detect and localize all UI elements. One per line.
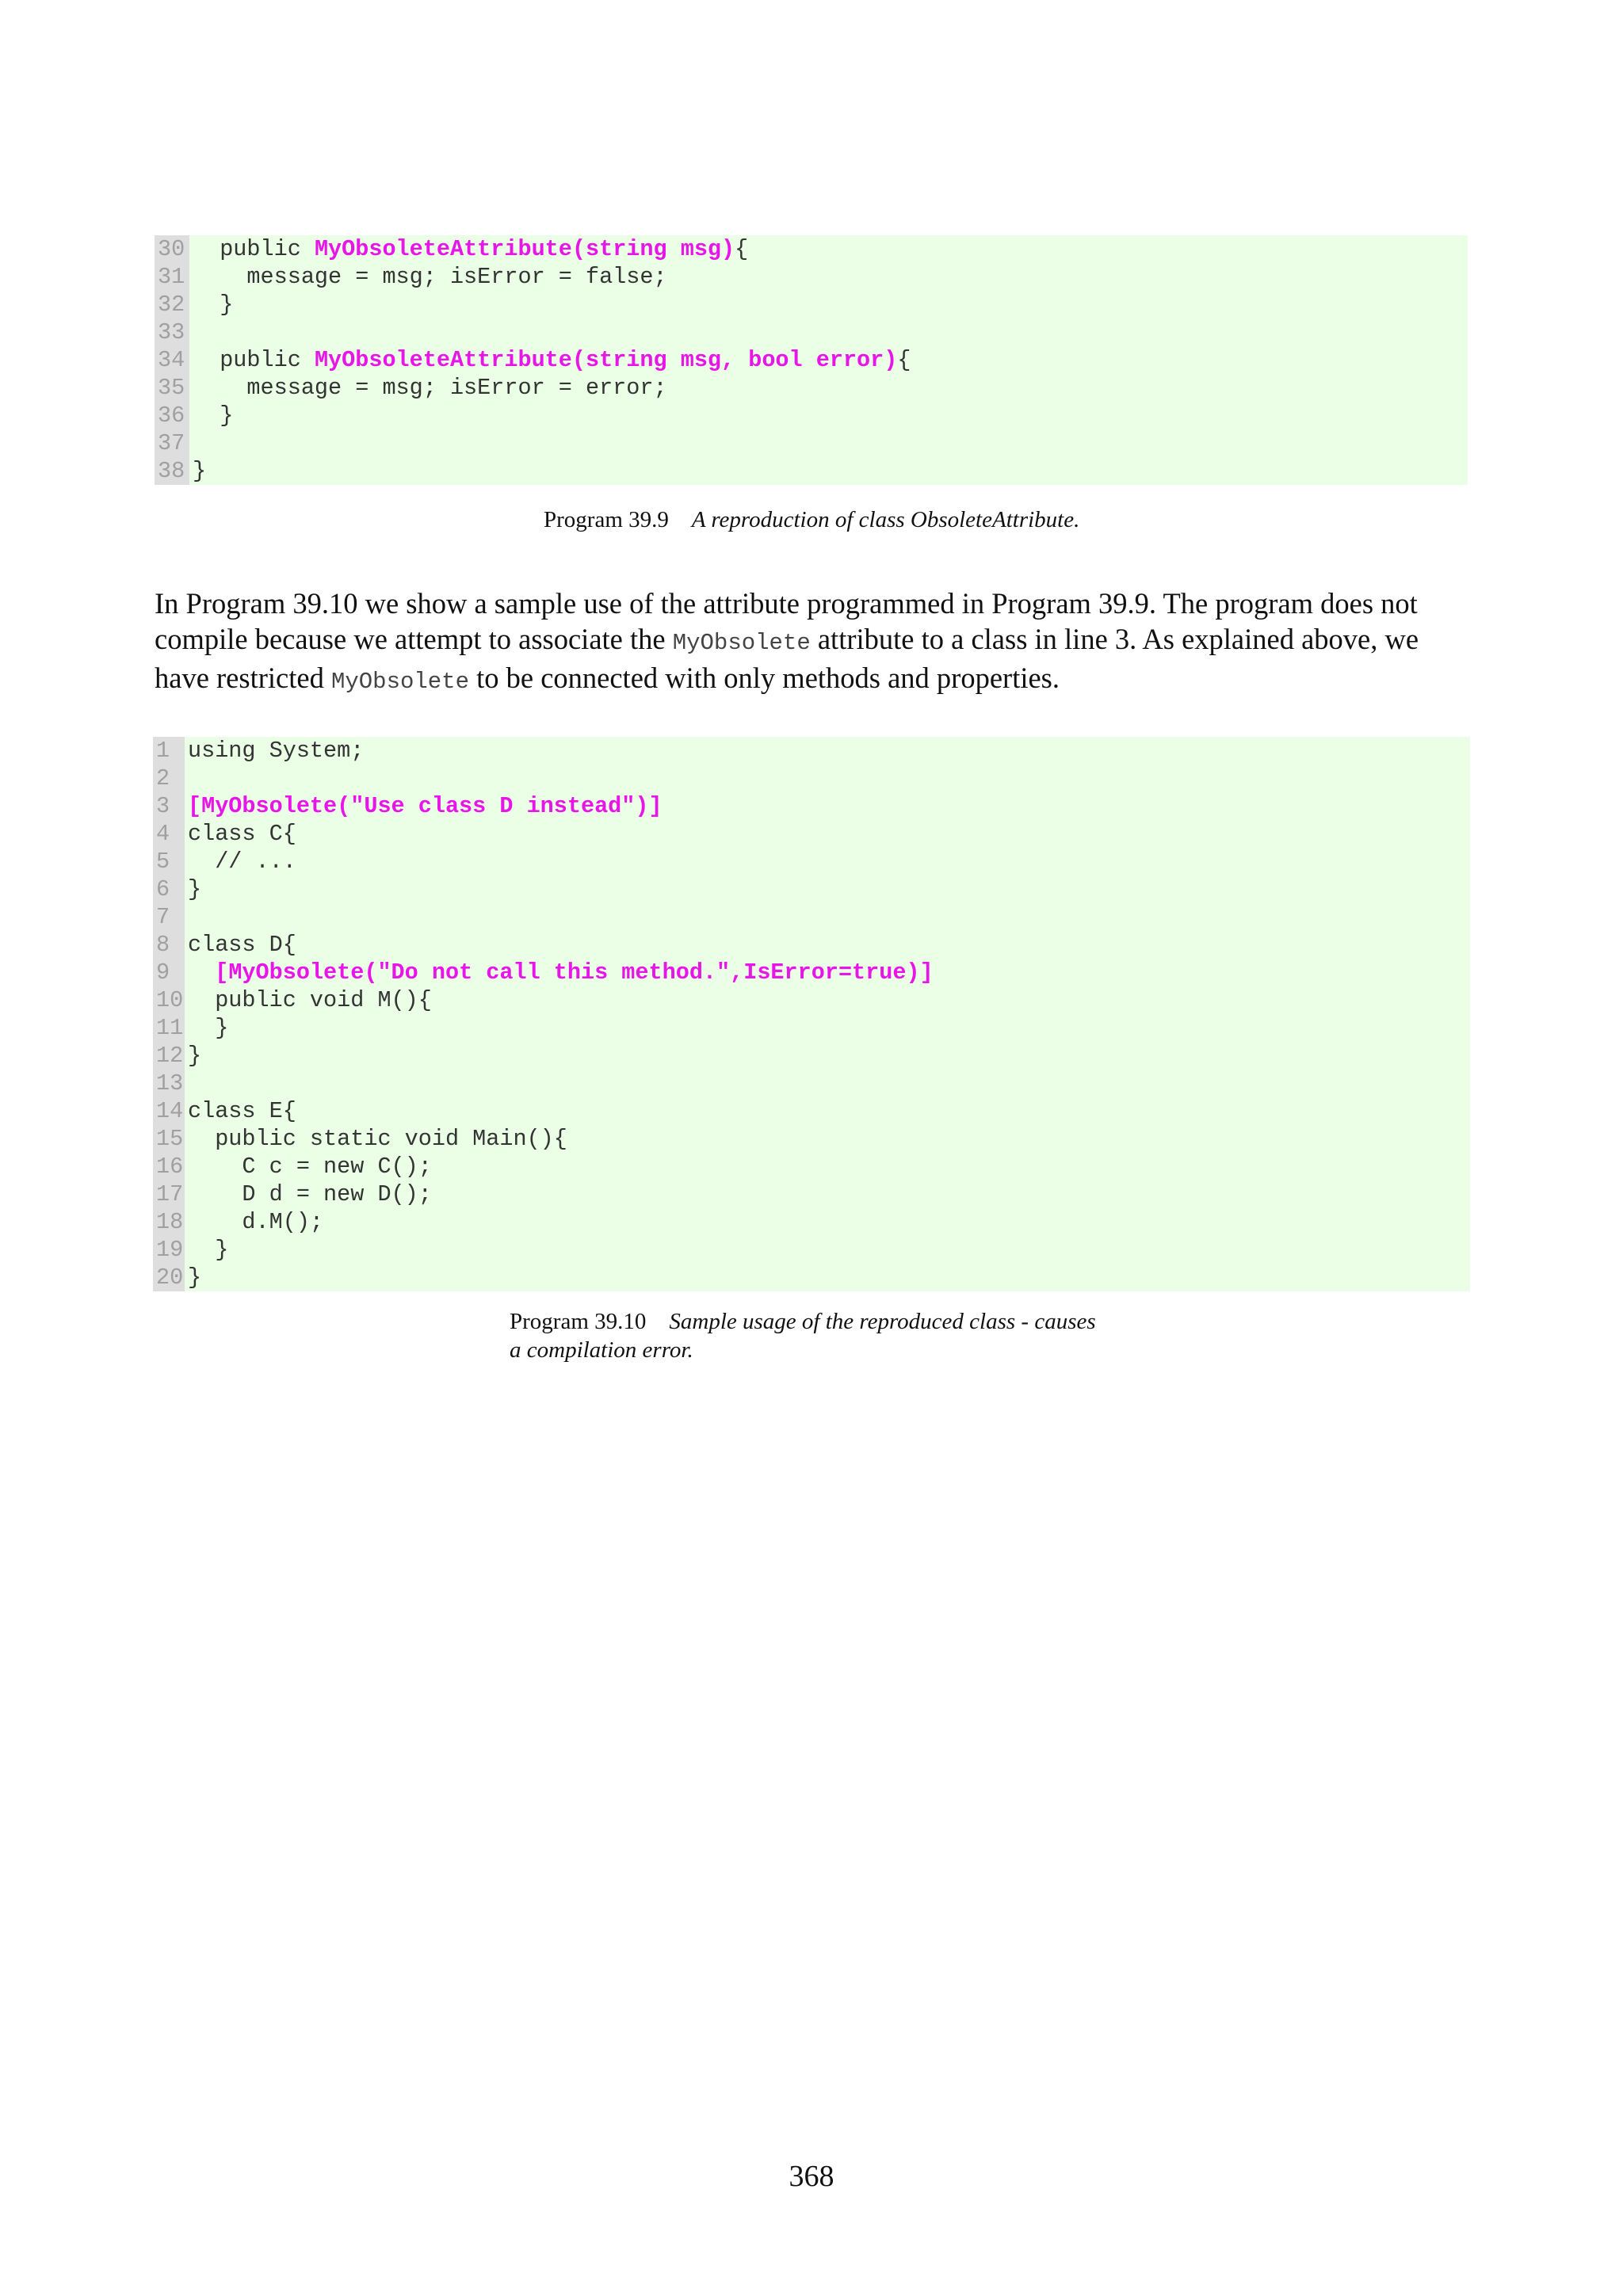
paragraph-text-1: In Program 39.10 we show a sample use of the attribute programmed in Program 39.9. The program does not compile because we attempt to associate the [155, 587, 1418, 655]
code-segment: } [188, 1043, 202, 1069]
code-segment: } [193, 402, 234, 429]
code-line [153, 931, 1470, 959]
caption-number: Program 39.9 [544, 507, 669, 532]
code-line [153, 1264, 1470, 1291]
code-line [153, 986, 1470, 1014]
code-segment: public [193, 236, 315, 262]
code-line [153, 1125, 1470, 1153]
code-highlight: [MyObsolete("Do not call this method.",IsError=true)] [215, 959, 934, 986]
code-line [153, 1070, 1470, 1097]
code-highlight: MyObsoleteAttribute(string msg) [314, 236, 735, 262]
code-text [189, 235, 748, 263]
code-text [185, 959, 934, 986]
code-line [153, 1208, 1470, 1236]
page-number: 368 [789, 2160, 834, 2193]
code-line [153, 1180, 1470, 1208]
code-text [189, 263, 667, 291]
code-line [153, 737, 1470, 765]
code-segment: } [193, 292, 234, 318]
code-line [155, 263, 1468, 291]
code-text [185, 820, 296, 848]
code-text [185, 737, 364, 765]
caption-description: A reproduction of class ObsoleteAttribute. [691, 507, 1080, 532]
line-number: 35 [155, 374, 189, 402]
line-number: 8 [153, 931, 185, 959]
caption-description-line-2: a compilation error. [510, 1337, 693, 1363]
line-number: 20 [153, 1264, 185, 1291]
code-line [153, 1097, 1470, 1125]
code-line [153, 1153, 1470, 1180]
code-text [185, 1014, 228, 1042]
inline-code-myobsolete: MyObsolete [672, 629, 811, 656]
code-text [185, 1125, 567, 1153]
code-line [155, 457, 1468, 485]
caption-description-line-1: Sample usage of the reproduced class - causes [669, 1309, 1096, 1334]
code-text [185, 1236, 228, 1264]
code-segment: message = msg; isError = false; [193, 264, 667, 290]
code-text [185, 986, 432, 1014]
line-number: 14 [153, 1097, 185, 1125]
code-line [153, 1042, 1470, 1070]
line-number: 2 [153, 765, 185, 792]
caption-program-39-9 [544, 505, 1079, 534]
line-number: 30 [155, 235, 189, 263]
code-text [185, 903, 188, 931]
code-segment: C c = new C(); [188, 1154, 432, 1180]
caption-number: Program 39.10 [510, 1309, 647, 1334]
code-segment: { [897, 347, 911, 373]
line-number: 9 [153, 959, 185, 986]
code-line [155, 318, 1468, 346]
code-segment [188, 959, 215, 986]
paragraph-text-2: attribute to a class in line 3. As explained above, we have restricted [155, 622, 1419, 694]
line-number: 4 [153, 820, 185, 848]
code-listing-program-39-10 [153, 737, 1470, 1291]
paragraph-text-3: to be connected with only methods and properties. [468, 662, 1060, 694]
code-text [189, 429, 193, 457]
caption-program-39-10 [510, 1307, 1096, 1364]
code-text [185, 1153, 432, 1180]
code-segment: class C{ [188, 821, 296, 847]
code-highlight: [MyObsolete("Use class D instead")] [188, 793, 663, 819]
code-segment: D d = new D(); [188, 1181, 432, 1207]
code-text [189, 374, 667, 402]
code-line [153, 903, 1470, 931]
line-number: 38 [155, 457, 189, 485]
code-line [155, 235, 1468, 263]
code-text [189, 346, 911, 374]
code-segment: public [193, 347, 315, 373]
line-number: 5 [153, 848, 185, 875]
line-number: 15 [153, 1125, 185, 1153]
code-segment: class D{ [188, 932, 296, 958]
line-number: 1 [153, 737, 185, 765]
code-segment: public static void Main(){ [188, 1126, 567, 1152]
code-text [185, 765, 188, 792]
code-text [189, 457, 206, 485]
code-segment: } [193, 458, 207, 484]
code-text [185, 1180, 432, 1208]
line-number: 12 [153, 1042, 185, 1070]
code-line [155, 374, 1468, 402]
code-listing-program-39-9 [155, 235, 1468, 485]
code-line [153, 765, 1470, 792]
code-line [155, 291, 1468, 318]
line-number: 13 [153, 1070, 185, 1097]
line-number: 3 [153, 792, 185, 820]
code-segment: public void M(){ [188, 987, 432, 1013]
line-number: 36 [155, 402, 189, 429]
line-number: 31 [155, 263, 189, 291]
code-text [189, 318, 193, 346]
code-line [155, 402, 1468, 429]
code-text [185, 1042, 201, 1070]
code-line [153, 1236, 1470, 1264]
inline-code-myobsolete: MyObsolete [330, 669, 469, 695]
code-segment: } [188, 1237, 229, 1263]
line-number: 11 [153, 1014, 185, 1042]
code-segment: // ... [188, 849, 296, 875]
code-text [185, 1070, 188, 1097]
code-text [189, 291, 233, 318]
code-text [189, 402, 233, 429]
line-number: 32 [155, 291, 189, 318]
line-number: 7 [153, 903, 185, 931]
line-number: 19 [153, 1236, 185, 1264]
code-line [155, 429, 1468, 457]
body-paragraph [155, 586, 1478, 700]
code-line [153, 959, 1470, 986]
code-segment: using System; [188, 738, 365, 764]
line-number: 6 [153, 875, 185, 903]
code-segment: } [188, 1015, 229, 1041]
code-text [185, 848, 296, 875]
code-line [155, 346, 1468, 374]
line-number: 10 [153, 986, 185, 1014]
code-text [185, 931, 296, 959]
code-line [153, 820, 1470, 848]
code-line [153, 1014, 1470, 1042]
line-number: 34 [155, 346, 189, 374]
code-text [185, 1208, 323, 1236]
code-line [153, 792, 1470, 820]
line-number: 17 [153, 1180, 185, 1208]
line-number: 33 [155, 318, 189, 346]
line-number: 18 [153, 1208, 185, 1236]
code-segment: message = msg; isError = error; [193, 375, 667, 401]
code-text [185, 1264, 201, 1291]
code-segment: d.M(); [188, 1209, 324, 1235]
code-line [153, 875, 1470, 903]
code-segment: { [735, 236, 749, 262]
line-number: 37 [155, 429, 189, 457]
code-segment: } [188, 876, 202, 902]
code-segment: } [188, 1264, 202, 1291]
code-highlight: MyObsoleteAttribute(string msg, bool error) [314, 347, 898, 373]
code-text [185, 792, 663, 820]
code-line [153, 848, 1470, 875]
code-text [185, 1097, 296, 1125]
code-segment: class E{ [188, 1098, 296, 1124]
line-number: 16 [153, 1153, 185, 1180]
code-text [185, 875, 201, 903]
